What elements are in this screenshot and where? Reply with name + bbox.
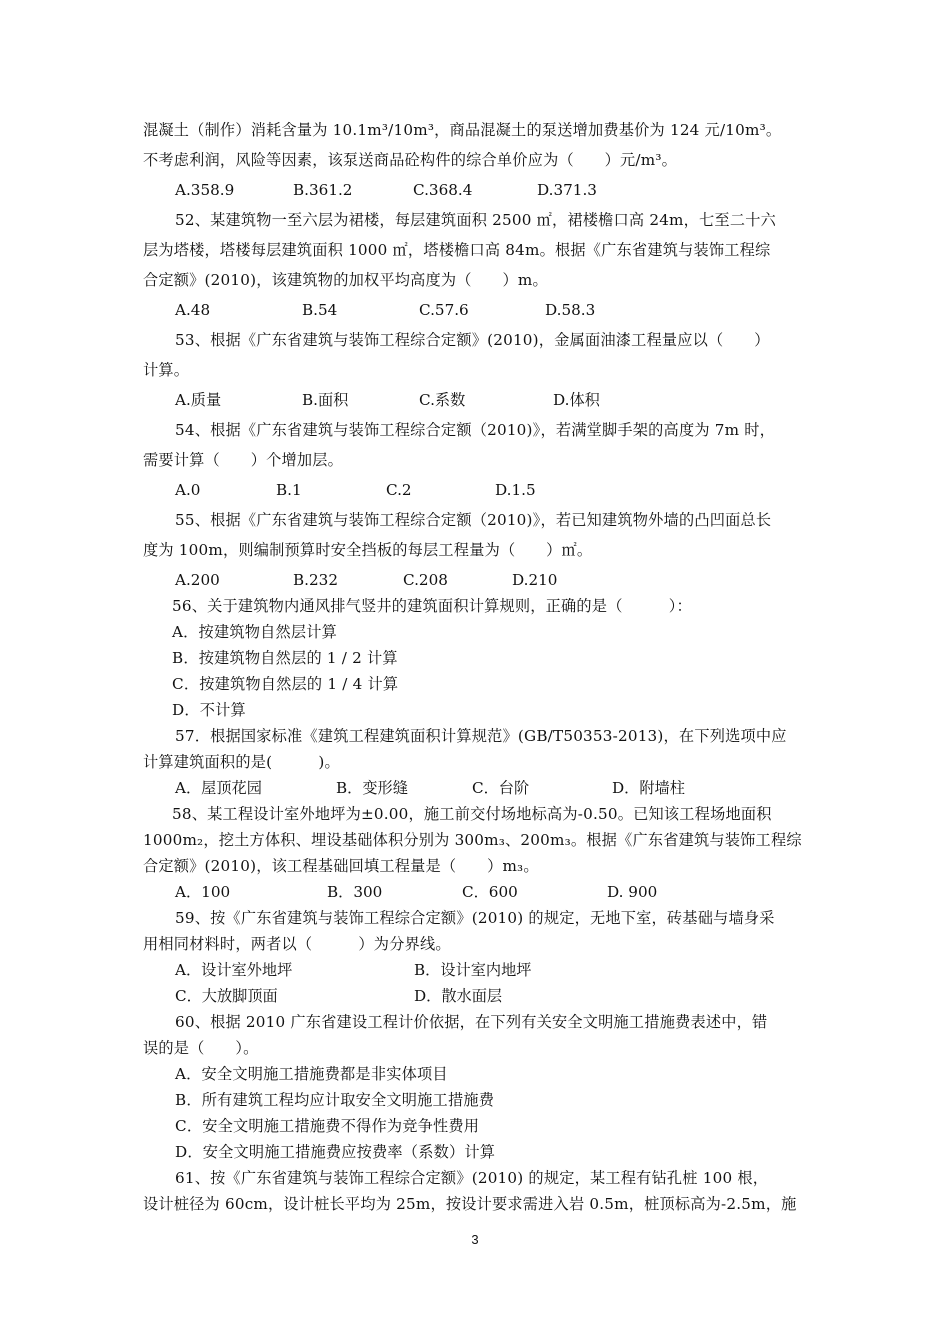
q56-option-c: C．按建筑物自然层的 1 / 4 计算	[172, 675, 399, 693]
q53-option-a: A.质量	[175, 391, 222, 409]
q51-option-a: A.358.9	[175, 181, 235, 199]
q52-option-d: D.58.3	[545, 301, 596, 319]
q59-option-b: B．设计室内地坪	[414, 961, 532, 979]
q60-line-2: 误的是（ ）。	[143, 1039, 259, 1057]
q51-option-b: B.361.2	[293, 181, 353, 199]
q55-option-c: C.208	[403, 571, 448, 589]
q56-option-d: D．不计算	[172, 701, 246, 719]
q60-option-c: C．安全文明施工措施费不得作为竞争性费用	[175, 1117, 480, 1135]
q51-options	[0, 180, 950, 200]
q56-option-b: B．按建筑物自然层的 1 / 2 计算	[172, 649, 398, 667]
q59-option-c: C．大放脚顶面	[175, 987, 278, 1005]
q52-option-a: A.48	[175, 301, 211, 319]
q59-line-1: 59、按《广东省建筑与装饰工程综合定额》(2010) 的规定，无地下室，砖基础与墙身采	[175, 909, 775, 927]
q51-option-d: D.371.3	[537, 181, 597, 199]
q54-options	[0, 480, 950, 500]
q53-line-2: 计算。	[143, 361, 190, 379]
q57-line-1: 57．根据国家标准《建筑工程建筑面积计算规范》(GB/T50353-2013)，在下列选项中应	[175, 727, 787, 745]
q51-option-c: C.368.4	[413, 181, 473, 199]
q59-options-row-1	[0, 960, 950, 980]
q54-option-b: B.1	[276, 481, 302, 499]
q51-line-2: 不考虑利润，风险等因素，该泵送商品砼构件的综合单价应为（ ）元/m³。	[143, 151, 677, 169]
q59-option-d: D．散水面层	[414, 987, 503, 1005]
q60-option-a: A．安全文明施工措施费都是非实体项目	[175, 1065, 448, 1083]
q57-line-2: 计算建筑面积的是( )。	[143, 753, 340, 771]
q60-option-b: B．所有建筑工程均应计取安全文明施工措施费	[175, 1091, 495, 1109]
q54-option-a: A.0	[175, 481, 201, 499]
q55-option-a: A.200	[175, 571, 220, 589]
q55-option-d: D.210	[512, 571, 558, 589]
q57-option-b: B．变形缝	[336, 779, 408, 797]
q58-line-1: 58、某工程设计室外地坪为±0.00，施工前交付场地标高为-0.50。已知该工程场地面积	[172, 805, 772, 823]
q51-line-1: 混凝土（制作）消耗含量为 10.1m³/10m³，商品混凝土的泵送增加费基价为 124 元/10m³。	[143, 121, 782, 139]
q54-option-d: D.1.5	[495, 481, 536, 499]
q58-option-c: C．600	[462, 883, 518, 901]
q54-option-c: C.2	[386, 481, 412, 499]
q58-option-d: D. 900	[607, 883, 658, 901]
q60-line-1: 60、根据 2010 广东省建设工程计价依据，在下列有关安全文明施工措施费表述中，错	[175, 1013, 768, 1031]
q52-option-b: B.54	[302, 301, 338, 319]
q52-line-2: 层为塔楼，塔楼每层建筑面积 1000 ㎡，塔楼檐口高 84m。根据《广东省建筑与装饰工程综	[143, 241, 771, 259]
q57-option-c: C．台阶	[472, 779, 530, 797]
q53-option-c: C.系数	[419, 391, 466, 409]
q54-line-1: 54、根据《广东省建筑与装饰工程综合定额（2010)》，若满堂脚手架的高度为 7m 时，	[175, 421, 776, 439]
q57-options	[0, 778, 950, 798]
q53-line-1: 53、根据《广东省建筑与装饰工程综合定额》(2010)，金属面油漆工程量应以（ ）	[175, 331, 770, 349]
q58-option-b: B．300	[327, 883, 383, 901]
q58-line-3: 合定额》(2010)，该工程基础回填工程量是（ ）m₃。	[143, 857, 539, 875]
q55-line-1: 55、根据《广东省建筑与装饰工程综合定额（2010)》，若已知建筑物外墙的凸凹面总长	[175, 511, 772, 529]
q57-option-d: D．附墙柱	[612, 779, 685, 797]
q56-option-a: A．按建筑物自然层计算	[172, 623, 338, 641]
q59-option-a: A．设计室外地坪	[175, 961, 293, 979]
q59-options-row-2	[0, 986, 950, 1006]
q61-line-1: 61、按《广东省建筑与装饰工程综合定额》(2010) 的规定，某工程有钻孔桩 100 根，	[175, 1169, 769, 1187]
q58-line-2: 1000m₂，挖土方体积、埋设基础体积分别为 300m₃、200m₃。根据《广东省建筑与装饰工程综	[143, 831, 802, 849]
q60-option-d: D．安全文明施工措施费应按费率（系数）计算	[175, 1143, 496, 1161]
q53-option-b: B.面积	[302, 391, 349, 409]
q61-line-2: 设计桩径为 60cm，设计桩长平均为 25m，按设计要求需进入岩 0.5m，桩顶标高为-2.5m，施	[143, 1195, 797, 1213]
q53-option-d: D.体积	[553, 391, 600, 409]
q52-line-1: 52、某建筑物一至六层为裙楼，每层建筑面积 2500 ㎡，裙楼檐口高 24m，七至二十六	[175, 211, 776, 229]
q55-options	[0, 570, 950, 590]
q52-options	[0, 300, 950, 320]
q59-line-2: 用相同材料时，两者以（ ）为分界线。	[143, 935, 451, 953]
q56-line-1: 56、关于建筑物内通风排气竖井的建筑面积计算规则，正确的是（ ）：	[172, 597, 692, 615]
q57-option-a: A．屋顶花园	[175, 779, 262, 797]
q54-line-2: 需要计算（ ）个增加层。	[143, 451, 344, 469]
q52-option-c: C.57.6	[419, 301, 469, 319]
q52-line-3: 合定额》(2010)，该建筑物的加权平均高度为（ ）m。	[143, 271, 548, 289]
q55-line-2: 度为 100m，则编制预算时安全挡板的每层工程量为（ ）㎡。	[143, 541, 593, 559]
q55-option-b: B.232	[293, 571, 338, 589]
q58-options	[0, 882, 950, 902]
page-number: 3	[471, 1232, 479, 1247]
q58-option-a: A．100	[175, 883, 231, 901]
q53-options	[0, 390, 950, 410]
